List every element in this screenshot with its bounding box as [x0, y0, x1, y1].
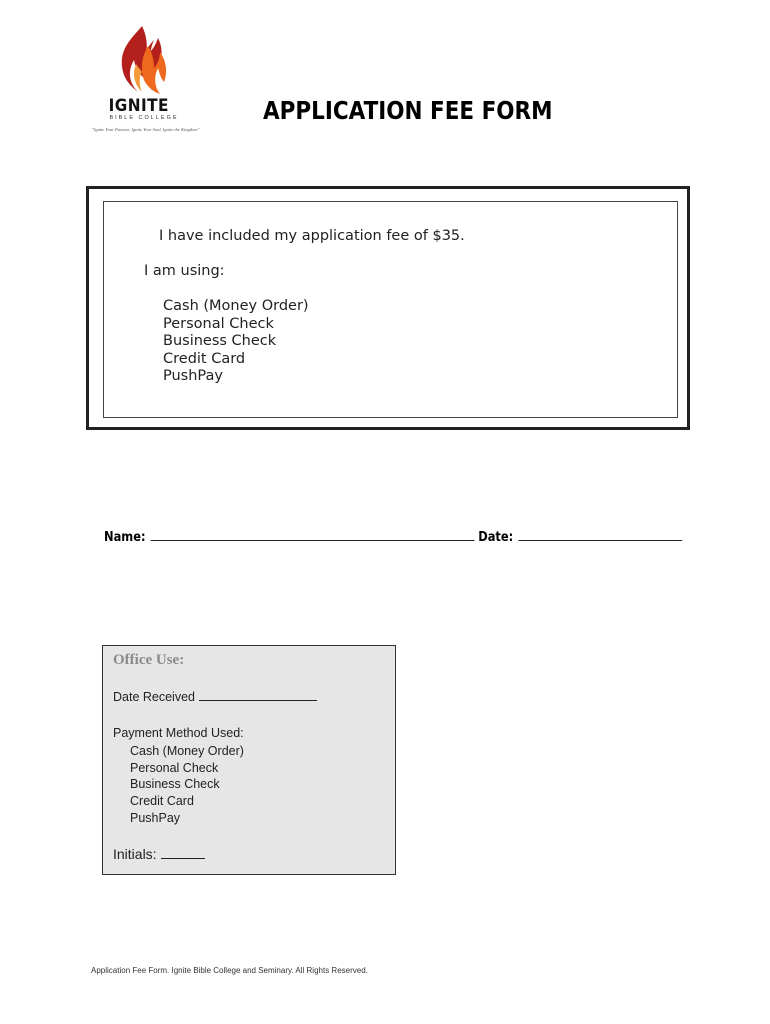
initials-field[interactable]	[161, 848, 205, 859]
office-payment-option[interactable]: Credit Card	[130, 794, 194, 809]
flame-icon	[114, 24, 170, 96]
logo-wordmark: IGNITE	[108, 96, 169, 116]
college-logo	[92, 24, 212, 142]
payment-options-list	[163, 298, 309, 386]
fee-statement: I have included my application fee of $35.	[159, 228, 465, 244]
office-payment-option[interactable]: Cash (Money Order)	[130, 744, 244, 758]
payment-option[interactable]: Personal Check	[163, 315, 274, 332]
date-received-row	[113, 690, 317, 704]
payment-option[interactable]: Business Check	[163, 333, 277, 350]
date-label: Date:	[478, 530, 514, 545]
logo-subtitle: BIBLE COLLEGE	[109, 115, 179, 121]
payment-option[interactable]: PushPay	[163, 368, 223, 385]
office-payment-option[interactable]: PushPay	[130, 810, 181, 825]
office-use-title: Office Use:	[113, 652, 185, 668]
office-payment-option[interactable]: Business Check	[130, 777, 220, 792]
payment-using-label: I am using:	[144, 263, 225, 279]
office-payment-options-list	[130, 743, 244, 827]
initials-label: Initials:	[113, 846, 157, 862]
name-label: Name:	[104, 530, 146, 545]
payment-option[interactable]: Credit Card	[163, 350, 246, 367]
payment-method-used-label: Payment Method Used:	[113, 726, 244, 740]
footer-copyright: Application Fee Form. Ignite Bible College and Seminary. All Rights Reserved.	[91, 966, 368, 975]
logo-tagline: "Ignite Your Passion, Ignite Your Soul, Ignite the Kingdom"	[92, 127, 200, 132]
name-field[interactable]	[151, 529, 475, 541]
date-received-label: Date Received	[113, 690, 195, 704]
office-payment-option[interactable]: Personal Check	[130, 760, 219, 775]
date-received-field[interactable]	[199, 690, 317, 701]
page-title: APPLICATION FEE FORM	[263, 96, 553, 125]
payment-option[interactable]: Cash (Money Order)	[163, 298, 309, 314]
date-field[interactable]	[518, 529, 682, 541]
name-date-row	[104, 529, 682, 545]
initials-row	[113, 846, 205, 862]
